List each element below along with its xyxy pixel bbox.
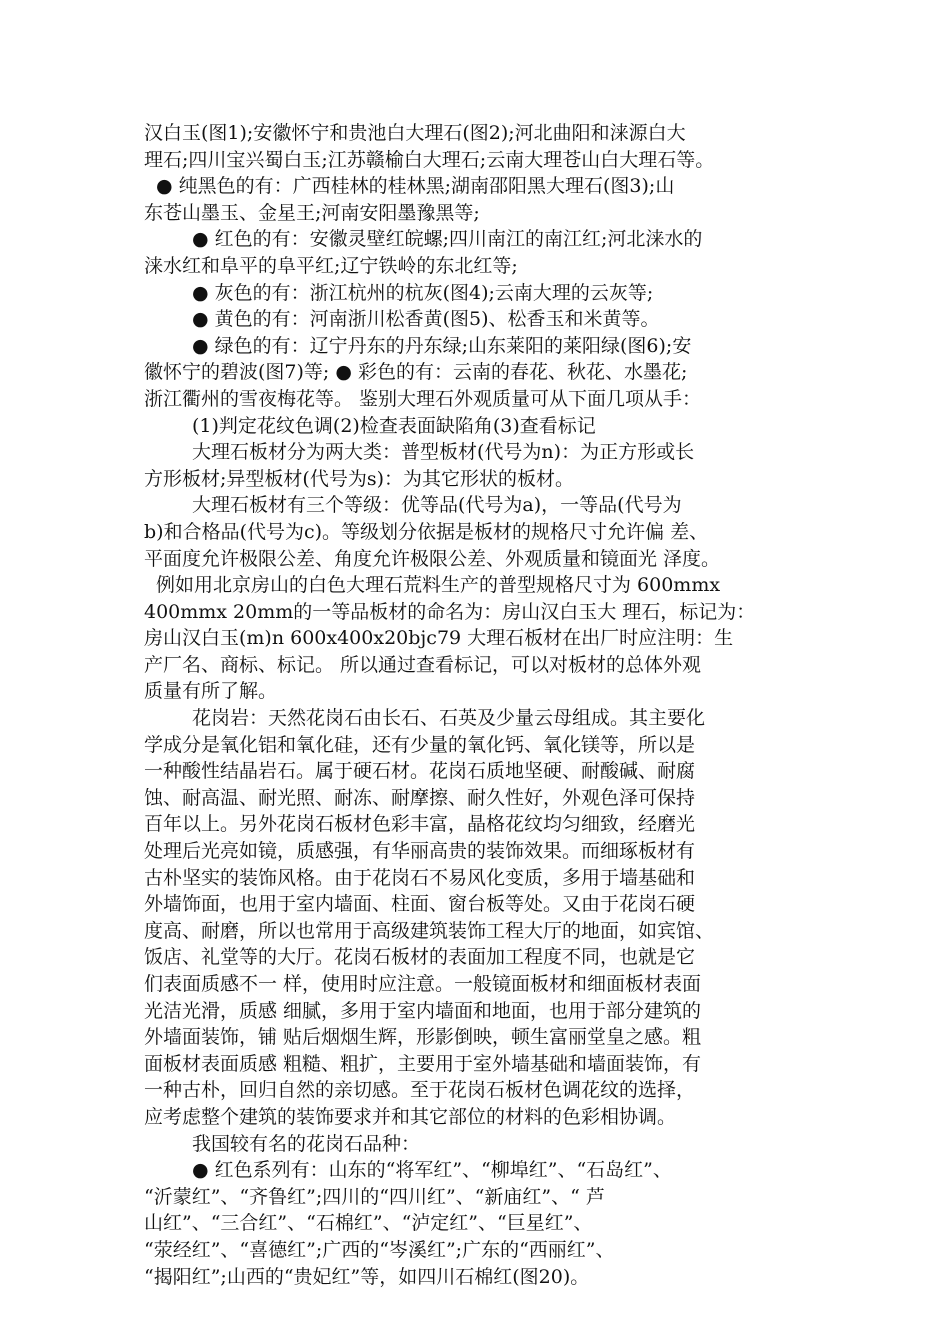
text-line: 花岗岩：天然花岗石由长石、石英及少量云母组成。其主要化 bbox=[192, 707, 706, 730]
text-line: 质量有所了解。 bbox=[144, 680, 278, 703]
text-line: 古朴坚实的装饰风格。由于花岗石不易风化变质，多用于墙基础和 bbox=[144, 866, 696, 889]
text-line: 浙江衢州的雪夜梅花等。 鉴别大理石外观质量可从下面几项从手： bbox=[144, 387, 702, 410]
text-line: 方形板材;异型板材(代号为s)：为其它形状的板材。 bbox=[144, 467, 574, 490]
text-line: 度高、耐磨，所以也常用于高级建筑装饰工程大厅的地面，如宾馆、 bbox=[144, 919, 715, 942]
document-body bbox=[144, 120, 820, 1290]
text-line: ● 红色系列有：山东的“将军红”、“柳埠红”、“石岛红”、 bbox=[192, 1159, 672, 1182]
text-line: 理石;四川宝兴蜀白玉;江苏赣榆白大理石;云南大理苍山白大理石等。 bbox=[144, 148, 715, 171]
text-line: 蚀、耐高温、耐光照、耐冻、耐摩擦、耐久性好，外观色泽可保持 bbox=[144, 786, 696, 809]
text-line: ● 黄色的有：河南浙川松香黄(图5)、松香玉和米黄等。 bbox=[192, 308, 660, 331]
text-line: 涞水红和阜平的阜平红;辽宁铁岭的东北红等; bbox=[144, 254, 518, 277]
text-line: 外墙面装饰，铺 贴后烟烟生辉，形影倒映，顿生富丽堂皇之感。粗 bbox=[144, 1026, 702, 1049]
text-line: “荥经红”、“喜德红”;广西的“岑溪红”;广东的“西丽红”、 bbox=[144, 1238, 615, 1261]
text-line: 应考虑整个建筑的装饰要求并和其它部位的材料的色彩相协调。 bbox=[144, 1105, 677, 1128]
text-line: 一种古朴，回归自然的亲切感。至于花岗石板材色调花纹的选择， bbox=[144, 1079, 696, 1102]
text-line: 汉白玉(图1);安徽怀宁和贵池白大理石(图2);河北曲阳和涞源白大 bbox=[144, 122, 686, 144]
text-line: 产厂名、商标、标记。 所以通过查看标记，可以对板材的总体外观 bbox=[144, 653, 702, 676]
text-line: 房山汉白玉(m)n 600x400x20bjc79 大理石板材在出厂时应注明：生 bbox=[144, 627, 734, 650]
text-line: 学成分是氧化铝和氧化硅，还有少量的氧化钙、氧化镁等，所以是 bbox=[144, 733, 696, 756]
text-line: ● 红色的有：安徽灵壁红皖螺;四川南江的南江红;河北涞水的 bbox=[192, 228, 703, 251]
text-line: ● 纯黑色的有：广西桂林的桂林黑;湖南邵阳黑大理石(图3);山 bbox=[156, 175, 675, 198]
text-line: ● 灰色的有：浙江杭州的杭灰(图4);云南大理的云灰等; bbox=[192, 281, 654, 304]
text-line: 们表面质感不一 样，使用时应注意。一般镜面板材和细面板材表面 bbox=[144, 973, 702, 995]
text-line: 大理石板材分为两大类：普型板材(代号为n)：为正方形或长 bbox=[192, 441, 695, 464]
text-line: 例如用北京房山的白色大理石荒料生产的普型规格尺寸为 600mmx bbox=[156, 574, 721, 597]
text-line: 饭店、礼堂等的大厅。花岗石板材的表面加工程度不同，也就是它 bbox=[144, 946, 696, 969]
text-line: b)和合格品(代号为c)。等级划分依据是板材的规格尺寸允许偏 差、 bbox=[144, 520, 709, 543]
text-line: 百年以上。另外花岗石板材色彩丰富，晶格花纹均匀细致，经磨光 bbox=[144, 813, 696, 836]
text-line: (1)判定花纹色调(2)检查表面缺陷角(3)查看标记 bbox=[192, 414, 596, 437]
text-line: 400mmx 20mm的一等品板材的命名为：房山汉白玉大 理石，标记为： bbox=[144, 600, 756, 623]
text-line: 外墙饰面，也用于室内墙面、柱面、窗台板等处。又由于花岗石硬 bbox=[144, 893, 696, 916]
text-line: “沂蒙红”、“齐鲁红”;四川的“四川红”、“新庙红”、“ 芦 bbox=[144, 1185, 605, 1208]
text-line: 我国较有名的花岗石品种： bbox=[192, 1132, 421, 1155]
text-line: 一种酸性结晶岩石。属于硬石材。花岗石质地坚硬、耐酸碱、耐腐 bbox=[144, 760, 696, 783]
text-line: 东苍山墨玉、金星王;河南安阳墨豫黑等; bbox=[144, 201, 480, 224]
text-line: 大理石板材有三个等级：优等品(代号为a)，一等品(代号为 bbox=[192, 494, 682, 517]
text-line: 徽怀宁的碧波(图7)等; ● 彩色的有：云南的春花、秋花、水墨花; bbox=[144, 361, 688, 384]
text-line: 面板材表面质感 粗糙、粗扩，主要用于室外墙基础和墙面装饰，有 bbox=[144, 1052, 702, 1075]
text-line: 处理后光亮如镜，质感强，有华丽高贵的装饰效果。而细琢板材有 bbox=[144, 840, 696, 863]
text-line: “揭阳红”;山西的“贵妃红”等，如四川石棉红(图20)。 bbox=[144, 1265, 590, 1288]
text-line: ● 绿色的有：辽宁丹东的丹东绿;山东莱阳的莱阳绿(图6);安 bbox=[192, 334, 692, 357]
text-line: 平面度允许极限公差、角度允许极限公差、外观质量和镜面光 泽度。 bbox=[144, 547, 721, 570]
text-line: 光洁光滑，质感 细腻，多用于室内墙面和地面，也用于部分建筑的 bbox=[144, 999, 702, 1022]
text-line: 山红”、“三合红”、“石棉红”、“泸定红”、“巨星红”、 bbox=[144, 1212, 593, 1235]
